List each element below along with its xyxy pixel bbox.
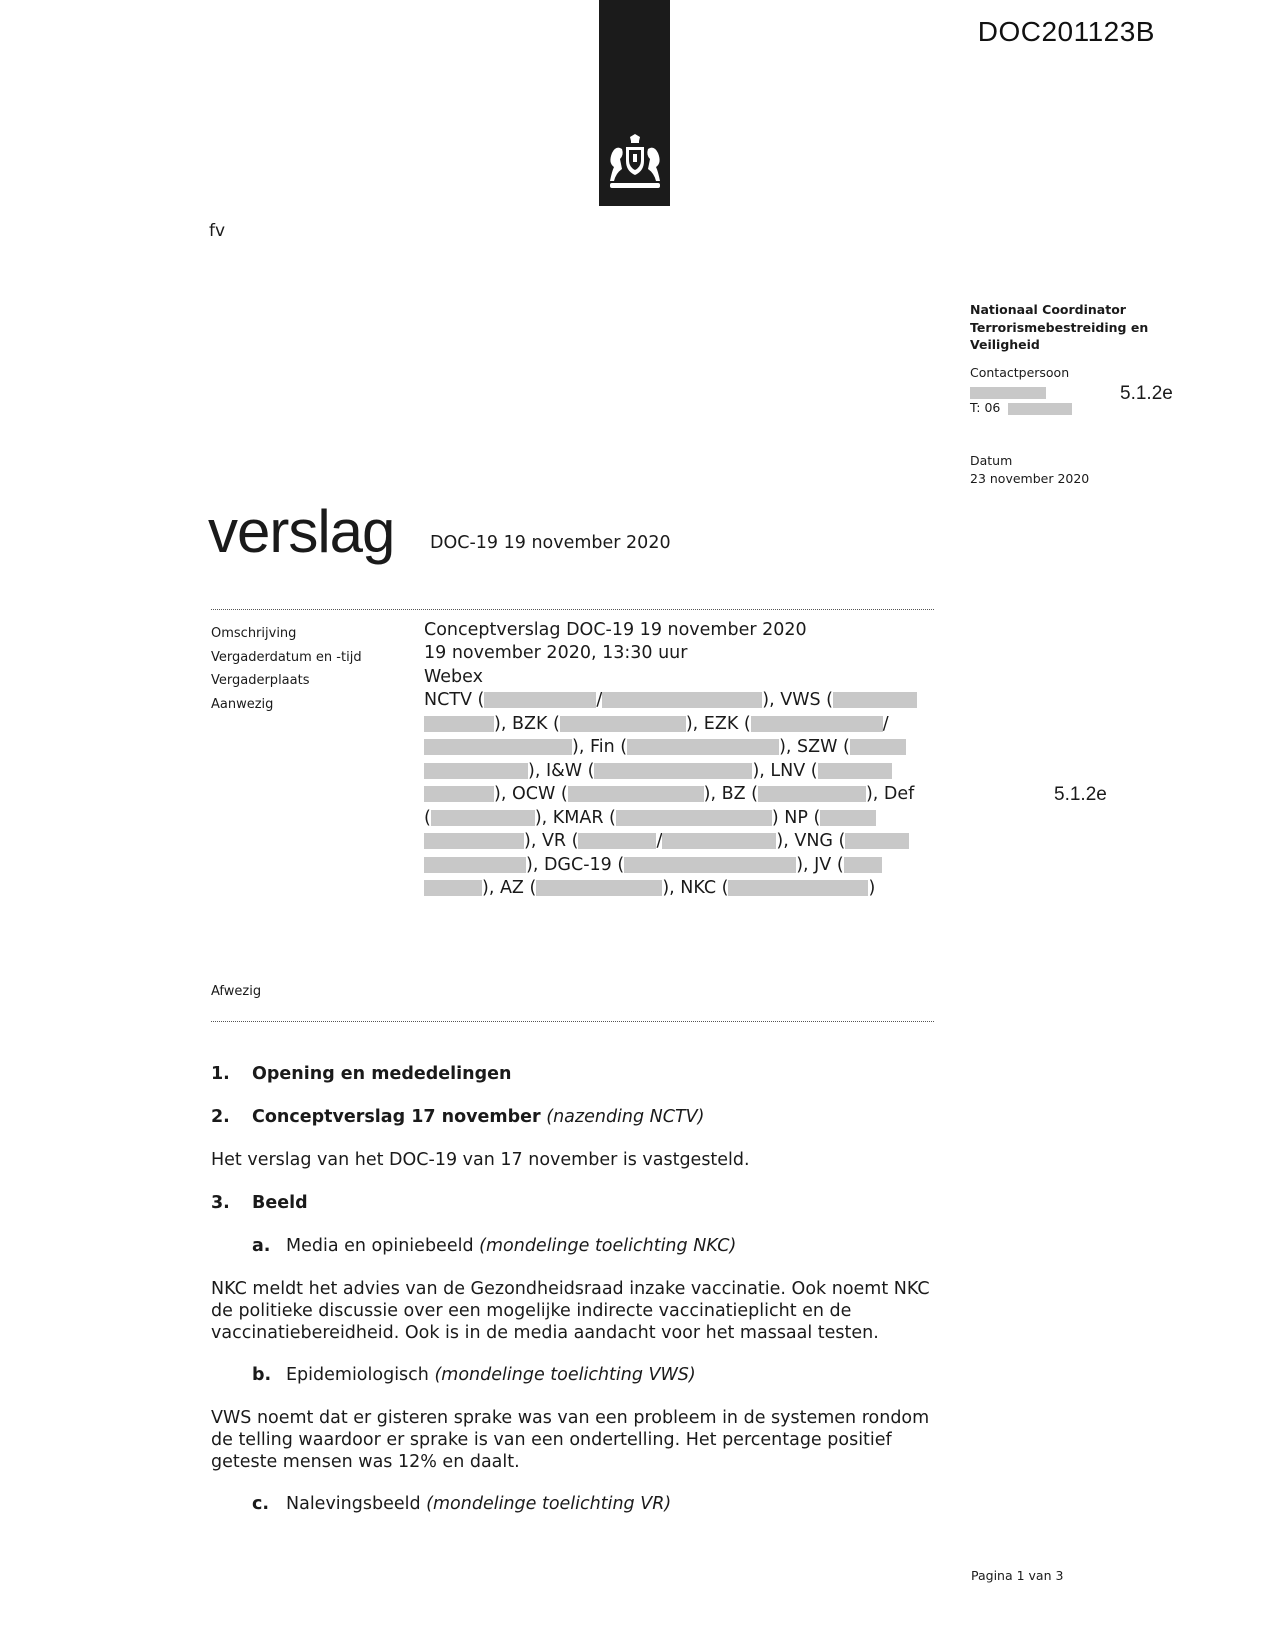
coat-of-arms-icon: [604, 133, 666, 193]
attendee-szw: ), SZW (: [779, 737, 850, 757]
redaction: [850, 739, 906, 755]
redaction-code-attendees: 5.1.2e: [1054, 784, 1107, 805]
redaction-code-contact: 5.1.2e: [1120, 383, 1173, 404]
phone-prefix: T: 06: [970, 400, 1001, 415]
redaction: [728, 880, 868, 896]
redaction: [616, 810, 772, 826]
section-1-heading: [211, 1063, 511, 1085]
subsection-note: (mondelinge toelichting VWS): [434, 1365, 696, 1385]
attendees-list: [424, 689, 944, 901]
attendee-vws: ), VWS (: [762, 690, 834, 710]
attendee-ezk: ), EZK (: [685, 713, 751, 734]
attendee-np: ) NP (: [771, 807, 821, 828]
redaction: [833, 692, 917, 708]
attendee-bzk: ), BZK (: [494, 713, 560, 734]
vergaderplaats-label: Vergaderplaats: [211, 673, 310, 688]
subsection-letter: a.: [252, 1236, 271, 1256]
subsection-3a-heading: [252, 1235, 736, 1257]
vergaderplaats-value: Webex: [424, 667, 483, 687]
paragraph-line: vaccinatiebereidheid. Ook is in de media aandacht voor het massaal testen.: [211, 1323, 879, 1343]
org-line-1: Nationaal Coordinator: [970, 302, 1126, 317]
datum-value: 23 november 2020: [970, 471, 1090, 486]
redaction: [844, 857, 882, 873]
redaction: [536, 880, 662, 896]
attendees-line-5: [424, 783, 944, 807]
redaction: [627, 739, 779, 755]
document-id: DOC201123B: [977, 16, 1155, 47]
vergaderdatum-value: 19 november 2020, 13:30 uur: [424, 643, 688, 663]
subsection-3b-heading: [252, 1364, 696, 1386]
redaction: [662, 833, 776, 849]
attendees-line-4: [424, 760, 944, 784]
redaction: [424, 763, 528, 779]
section-number: 1.: [211, 1064, 230, 1084]
section-number: 3.: [211, 1193, 230, 1213]
redaction: [624, 857, 796, 873]
separator: /: [596, 690, 603, 710]
attendees-line-7: [424, 830, 944, 854]
attendee-def: ), Def: [865, 784, 915, 804]
redaction: [560, 716, 686, 732]
redaction: [818, 763, 892, 779]
omschrijving-value: Conceptverslag DOC-19 19 november 2020: [424, 620, 807, 640]
attendee-fin: ), Fin (: [572, 737, 628, 757]
bottom-divider: [211, 1021, 934, 1022]
section-2-text: Het verslag van het DOC-19 van 17 november is vastgesteld.: [211, 1150, 750, 1170]
attendee-lnv: ), LNV (: [752, 760, 818, 781]
subsection-3a-text: [211, 1278, 930, 1344]
redaction: [594, 763, 752, 779]
subsection-title: Media en opiniebeeld: [286, 1236, 474, 1256]
paragraph-line: VWS noemt dat er gisteren sprake was van een probleem in de systemen rondom: [211, 1408, 930, 1428]
org-line-2: Terrorismebestreiding en: [970, 319, 1149, 335]
section-title: Opening en mededelingen: [252, 1064, 512, 1084]
section-title: Beeld: [252, 1193, 308, 1213]
redaction: [424, 739, 572, 755]
redaction: [424, 716, 494, 732]
redaction: [820, 810, 876, 826]
fv-mark: fv: [209, 221, 226, 241]
top-divider: [211, 609, 934, 610]
redaction: [424, 880, 482, 896]
open-paren: (: [424, 807, 431, 828]
redaction: [845, 833, 909, 849]
attendees-line-9: [424, 877, 944, 901]
attendees-line-3: [424, 736, 944, 760]
redaction: [424, 833, 524, 849]
redaction: [578, 833, 656, 849]
document-type-title: verslag: [208, 498, 395, 565]
subsection-letter: c.: [252, 1494, 270, 1514]
redaction: [568, 786, 704, 802]
phone-redaction: [1008, 403, 1072, 415]
aanwezig-label: Aanwezig: [211, 697, 274, 712]
paragraph-line: geteste mensen was 12% en daalt.: [211, 1452, 520, 1472]
datum-label: Datum: [970, 453, 1013, 468]
attendee-nctv: NCTV (: [424, 690, 485, 710]
section-number: 2.: [211, 1107, 230, 1127]
separator: /: [656, 831, 663, 851]
section-3-heading: [211, 1192, 308, 1214]
paragraph-line: NKC meldt het advies van de Gezondheidsraad inzake vaccinatie. Ook noemt NKC: [211, 1279, 930, 1299]
attendee-bz: ), BZ (: [703, 784, 758, 804]
redaction: [431, 810, 535, 826]
subsection-note: (mondelinge toelichting NKC): [479, 1236, 737, 1256]
attendees-line-8: [424, 854, 944, 878]
contact-label: Contactpersoon: [970, 365, 1070, 380]
attendee-nkc: ), NKC (: [662, 878, 729, 898]
page-number: Pagina 1 van 3: [971, 1568, 1064, 1583]
vergaderdatum-label: Vergaderdatum en -tijd: [211, 650, 362, 665]
subsection-title: Nalevingsbeeld: [286, 1494, 421, 1514]
attendee-ocw: ), OCW (: [494, 784, 568, 804]
paragraph-line: de politieke discussie over een mogelijke indirecte vaccinatieplicht en de: [211, 1301, 852, 1321]
attendee-iw: ), I&W (: [528, 760, 595, 781]
attendee-az: ), AZ (: [482, 878, 537, 898]
subsection-3c-heading: [252, 1493, 671, 1515]
subsection-letter: b.: [252, 1365, 272, 1385]
attendee-vng: ), VNG (: [776, 831, 846, 851]
separator: /: [882, 713, 889, 734]
attendee-kmar: ), KMAR (: [534, 807, 616, 828]
omschrijving-label: Omschrijving: [211, 626, 297, 641]
contact-name-redaction: [970, 387, 1046, 399]
paragraph-line: de telling waardoor er sprake is van een ondertelling. Het percentage positief: [211, 1430, 892, 1450]
attendee-jv: ), JV (: [796, 854, 844, 875]
subsection-title: Epidemiologisch: [286, 1365, 429, 1385]
subsection-3b-text: [211, 1407, 929, 1473]
org-line-3: Veiligheid: [970, 337, 1040, 352]
redaction: [758, 786, 866, 802]
attendee-vr: ), VR (: [524, 831, 579, 851]
redaction: [751, 716, 883, 732]
attendees-line-6: [424, 807, 944, 831]
redaction: [424, 857, 526, 873]
attendee-dgc19: ), DGC-19 (: [526, 854, 625, 875]
section-title: Conceptverslag 17 november: [252, 1107, 541, 1127]
section-note: (nazending NCTV): [546, 1107, 705, 1127]
redaction: [484, 692, 596, 708]
attendees-line-1: [424, 689, 944, 713]
section-2-heading: [211, 1106, 704, 1128]
attendees-line-2: [424, 713, 944, 737]
sender-organization: [970, 301, 1200, 354]
close-paren: ): [868, 878, 876, 898]
subsection-note: (mondelinge toelichting VR): [426, 1494, 672, 1514]
redaction: [424, 786, 494, 802]
document-subject: DOC-19 19 november 2020: [430, 533, 671, 553]
redaction: [602, 692, 762, 708]
afwezig-label: Afwezig: [211, 984, 262, 999]
